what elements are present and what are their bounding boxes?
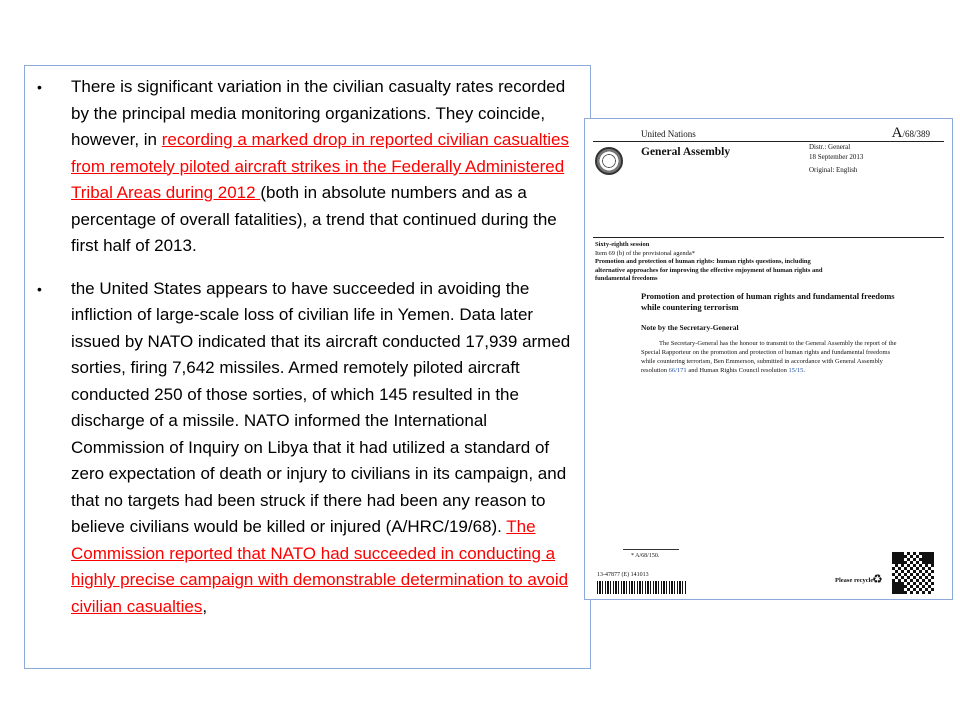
recycle-label: Please recycle	[835, 577, 874, 584]
footnote: * A/68/150.	[631, 553, 660, 559]
resolution-link: 15/15	[788, 367, 804, 374]
bullet-text-normal: (both in absolute numbers and as a percentage of overall fatalities), a trend that continued during the first half of 2013.	[71, 183, 557, 255]
barcode	[597, 581, 687, 594]
distribution-info: Distr.: General 18 September 2013 Original: English	[809, 143, 864, 174]
un-document-thumbnail	[584, 118, 953, 600]
bullet-dot-icon: •	[37, 280, 42, 297]
document-symbol: A/68/389	[891, 125, 930, 141]
footnote-rule	[623, 549, 679, 550]
document-main-title: Promotion and protection of human rights and fundamental freedoms while countering terrorism	[641, 291, 895, 312]
document-number: 13-47877 (E) 141013	[597, 572, 649, 578]
text-box	[24, 65, 591, 669]
body-title: General Assembly	[641, 146, 731, 158]
resolution-link: 66/171	[668, 367, 687, 374]
section-rule	[593, 237, 944, 238]
note-title: Note by the Secretary-General	[641, 323, 739, 332]
bullet-text-normal: There is significant variation in the civilian casualty rates recorded by the principal media monitoring organizations. They coincide, however, in	[71, 77, 566, 149]
bullet-item	[25, 276, 590, 621]
bullet-list	[25, 74, 590, 636]
bullet-text-highlight: recording a marked drop in reported civilian casualties from remotely piloted aircraft strikes in the Federally Administered Tribal Areas during 2012	[71, 130, 569, 202]
bullet-dot-icon: •	[37, 79, 42, 95]
bullet-text-normal: the United States appears to have succeeded in avoiding the infliction of large-scale loss of civilian life in Yemen. Data later issued by NATO indicated that its aircraft conducted 17,939 armed sorties, firing 7,642 missiles. Armed remotely piloted aircraft conducted 250 of those sorties, of which 145 resulted in the discharge of a missile. NATO informed the International Commission of Inquiry on Libya that it had utilized a standard of zero expectation of death or injury to civilians in its campaign, and that no targets had been struck if there had been any reason to believe civilians would be killed or injured (A/HRC/19/68).	[71, 278, 571, 536]
header-rule	[593, 141, 944, 142]
bullet-text-normal: ,	[202, 596, 208, 616]
org-name: United Nations	[641, 129, 696, 139]
un-emblem-icon	[595, 147, 623, 175]
bullet-item	[25, 74, 590, 260]
bullet-text-highlight: The Commission reported that NATO had succeeded in conducting a highly precise campaign with demonstrable determination to avoid civilian casualties	[71, 517, 569, 616]
recycle-icon: ♻	[872, 572, 883, 586]
session-info: Sixty-eighth session Item 69 (b) of the provisional agenda* Promotion and protection of human rights: human rights questions, including alternative approaches for improving the effective enjoyment of human rights and fundamental freedoms	[595, 241, 823, 282]
qr-code	[891, 551, 935, 595]
document-paragraph: The Secretary-General has the honour to transmit to the General Assembly the report of the Special Rapporteur on the promotion and protection of human rights and fundamental freedoms while countering terrorism, Ben Emmerson, submitted in accordance with General Assembly resolution 66/171 and Human Rights Council resolution 15/15.	[641, 340, 897, 374]
